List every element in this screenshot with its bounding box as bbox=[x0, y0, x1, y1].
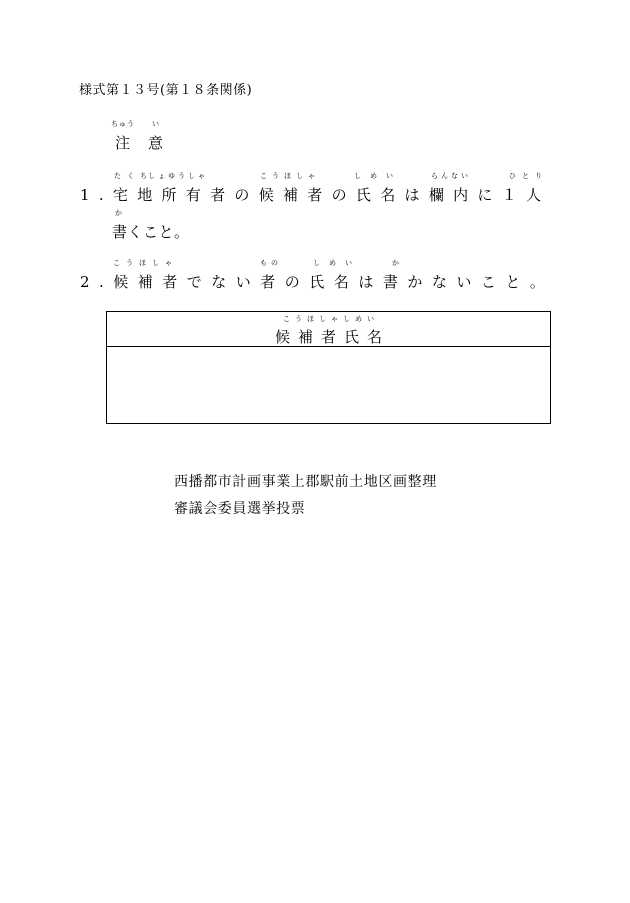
item2-ruby-shimei: しめい bbox=[313, 259, 361, 267]
item1-ruby-hitori: ひとり bbox=[509, 172, 548, 180]
form-number: 様式第１３号(第１８条関係) bbox=[79, 83, 253, 98]
candidate-name-ruby: こうほしゃしめい bbox=[283, 315, 379, 323]
candidate-name-header bbox=[107, 312, 550, 347]
item2-ruby-kohosha: こうほしゃ bbox=[113, 259, 178, 267]
item1-ruby-shoyusha: しょゆうしゃ bbox=[148, 172, 208, 180]
notice-item-1-continued: 書くこと。 bbox=[112, 223, 190, 241]
notice-title-ruby-2: い bbox=[152, 120, 160, 128]
candidate-name-field[interactable] bbox=[107, 347, 550, 424]
item1-ruby-ka: か bbox=[115, 209, 123, 217]
item1-ruby-rannai: らんない bbox=[431, 172, 471, 180]
item1-ruby-takuchi: たくち bbox=[114, 172, 153, 180]
item2-ruby-mono: もの bbox=[260, 259, 282, 267]
ballot-title-line-2: 審議会委員選挙投票 bbox=[174, 501, 306, 517]
notice-title: 注意 bbox=[115, 134, 182, 152]
item1-ruby-shimei: しめい bbox=[354, 172, 402, 180]
item2-ruby-ka: か bbox=[392, 259, 400, 267]
notice-item-1: 1.宅地所有者の候補者の氏名は欄内に１人 bbox=[80, 186, 551, 204]
ballot-title-line-1: 西播都市計画事業上郡駅前土地区画整理 bbox=[174, 474, 437, 490]
notice-title-ruby-1: ちゅう bbox=[111, 120, 135, 128]
candidate-name-label: 候補者氏名 bbox=[274, 328, 390, 346]
notice-item-2: 2.候補者でない者の氏名は書かないこと。 bbox=[80, 273, 555, 291]
item1-ruby-kohosha: こうほしゃ bbox=[260, 172, 320, 180]
candidate-name-box bbox=[106, 311, 551, 424]
